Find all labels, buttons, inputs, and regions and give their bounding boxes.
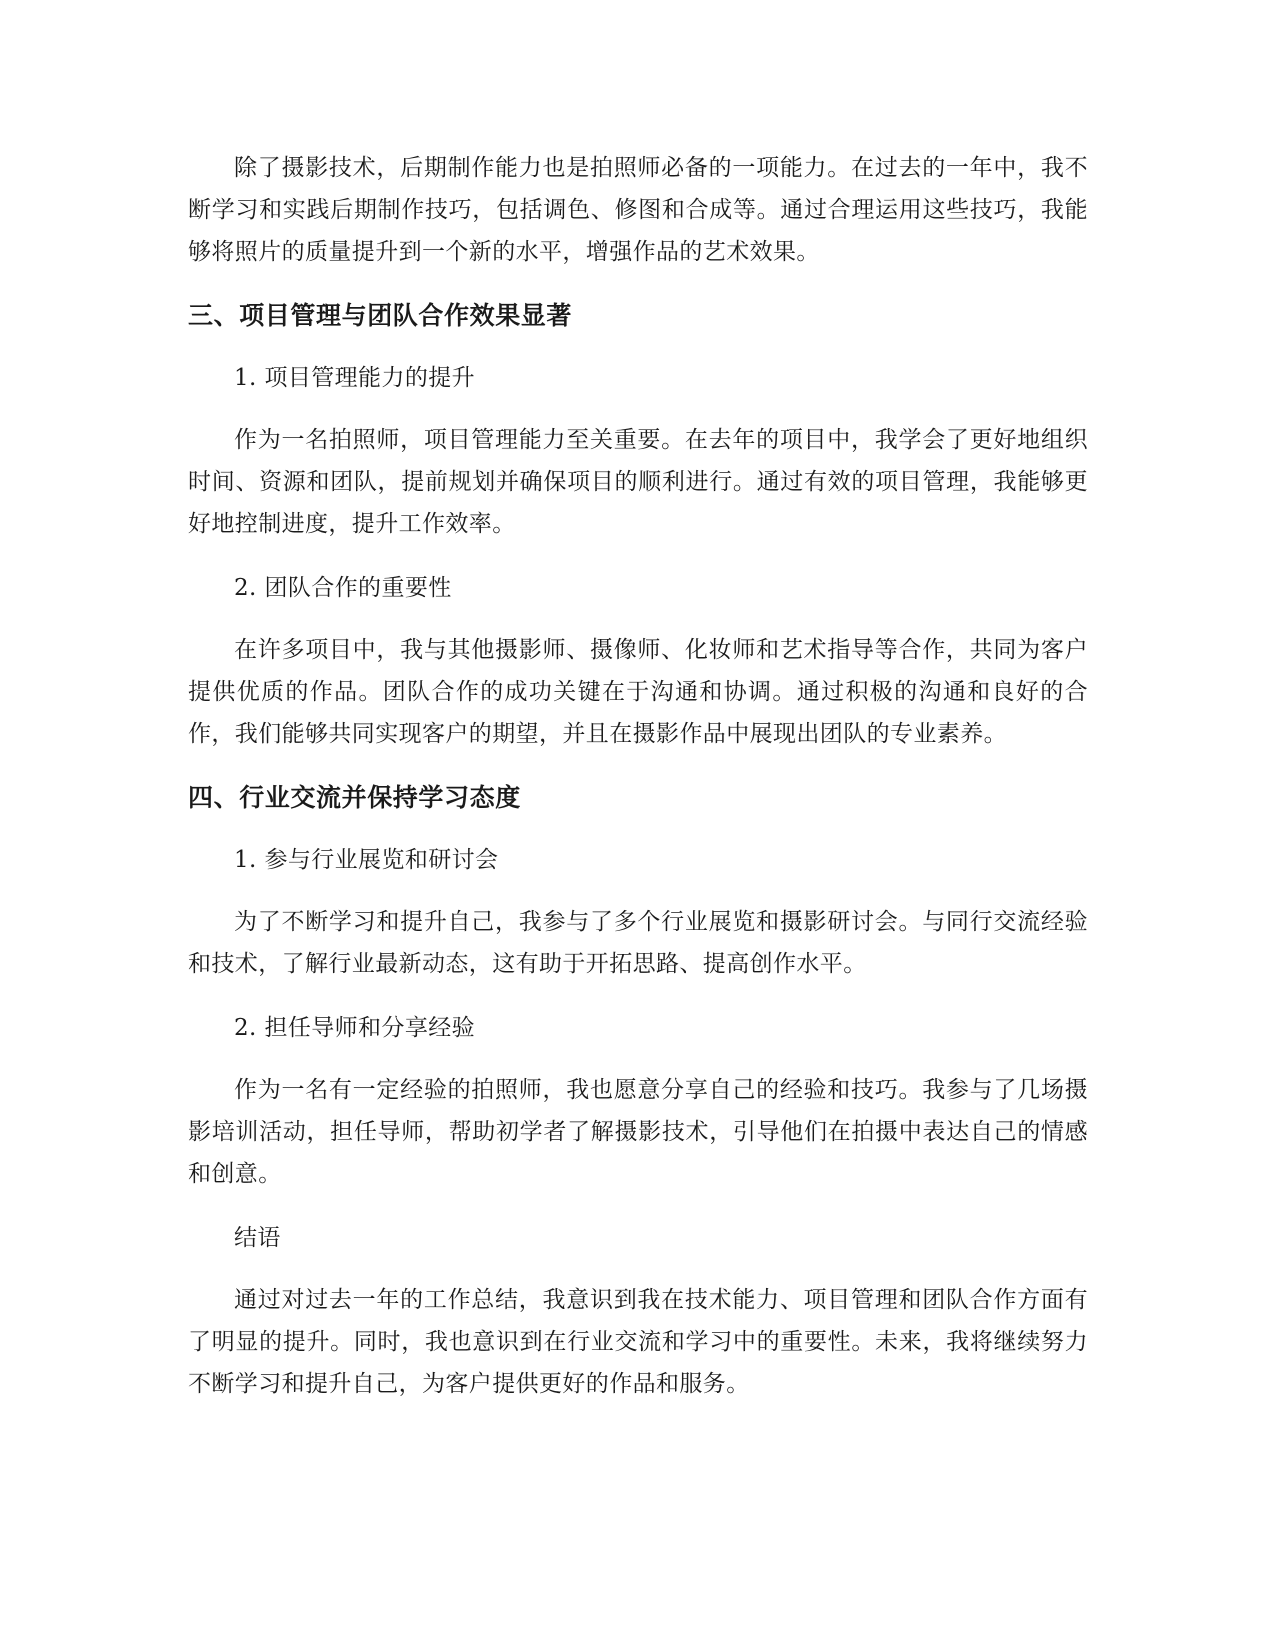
conclusion-heading: 结语: [234, 1225, 281, 1251]
paragraph-post-production: 除了摄影技术，后期制作能力也是拍照师必备的一项能力。在过去的一年中，我不断学习和实践后期制作技巧，包括调色、修图和合成等。通过合理运用这些技巧，我能够将照片的质量提升到一个新的水平，增强作品的艺术效果。: [188, 155, 1088, 265]
paragraph-conclusion: 通过对过去一年的工作总结，我意识到我在技术能力、项目管理和团队合作方面有了明显的提升。同时，我也意识到在行业交流和学习中的重要性。未来，我将继续努力不断学习和提升自己，为客户提供更好的作品和服务。: [188, 1287, 1088, 1397]
paragraph-teamwork: 在许多项目中，我与其他摄影师、摄像师、化妆师和艺术指导等合作，共同为客户提供优质的作品。团队合作的成功关键在于沟通和协调。通过积极的沟通和良好的合作，我们能够共同实现客户的期望，并且在摄影作品中展现出团队的专业素养。: [188, 637, 1088, 747]
paragraph-project-management: 作为一名拍照师，项目管理能力至关重要。在去年的项目中，我学会了更好地组织时间、资源和团队，提前规划并确保项目的顺利进行。通过有效的项目管理，我能够更好地控制进度，提升工作效率。: [188, 427, 1088, 537]
subheading-4-1: 1. 参与行业展览和研讨会: [234, 847, 499, 873]
subheading-3-2: 2. 团队合作的重要性: [234, 575, 452, 601]
section-heading-3: 三、项目管理与团队合作效果显著: [188, 301, 573, 330]
document-page: [188, 147, 1088, 1427]
subheading-3-1: 1. 项目管理能力的提升: [234, 365, 476, 391]
section-heading-4: 四、行业交流并保持学习态度: [188, 783, 521, 812]
paragraph-mentoring: 作为一名有一定经验的拍照师，我也愿意分享自己的经验和技巧。我参与了几场摄影培训活动，担任导师，帮助初学者了解摄影技术，引导他们在拍摄中表达自己的情感和创意。: [188, 1077, 1088, 1187]
subheading-4-2: 2. 担任导师和分享经验: [234, 1015, 476, 1041]
paragraph-exhibitions: 为了不断学习和提升自己，我参与了多个行业展览和摄影研讨会。与同行交流经验和技术，了解行业最新动态，这有助于开拓思路、提高创作水平。: [188, 909, 1088, 977]
